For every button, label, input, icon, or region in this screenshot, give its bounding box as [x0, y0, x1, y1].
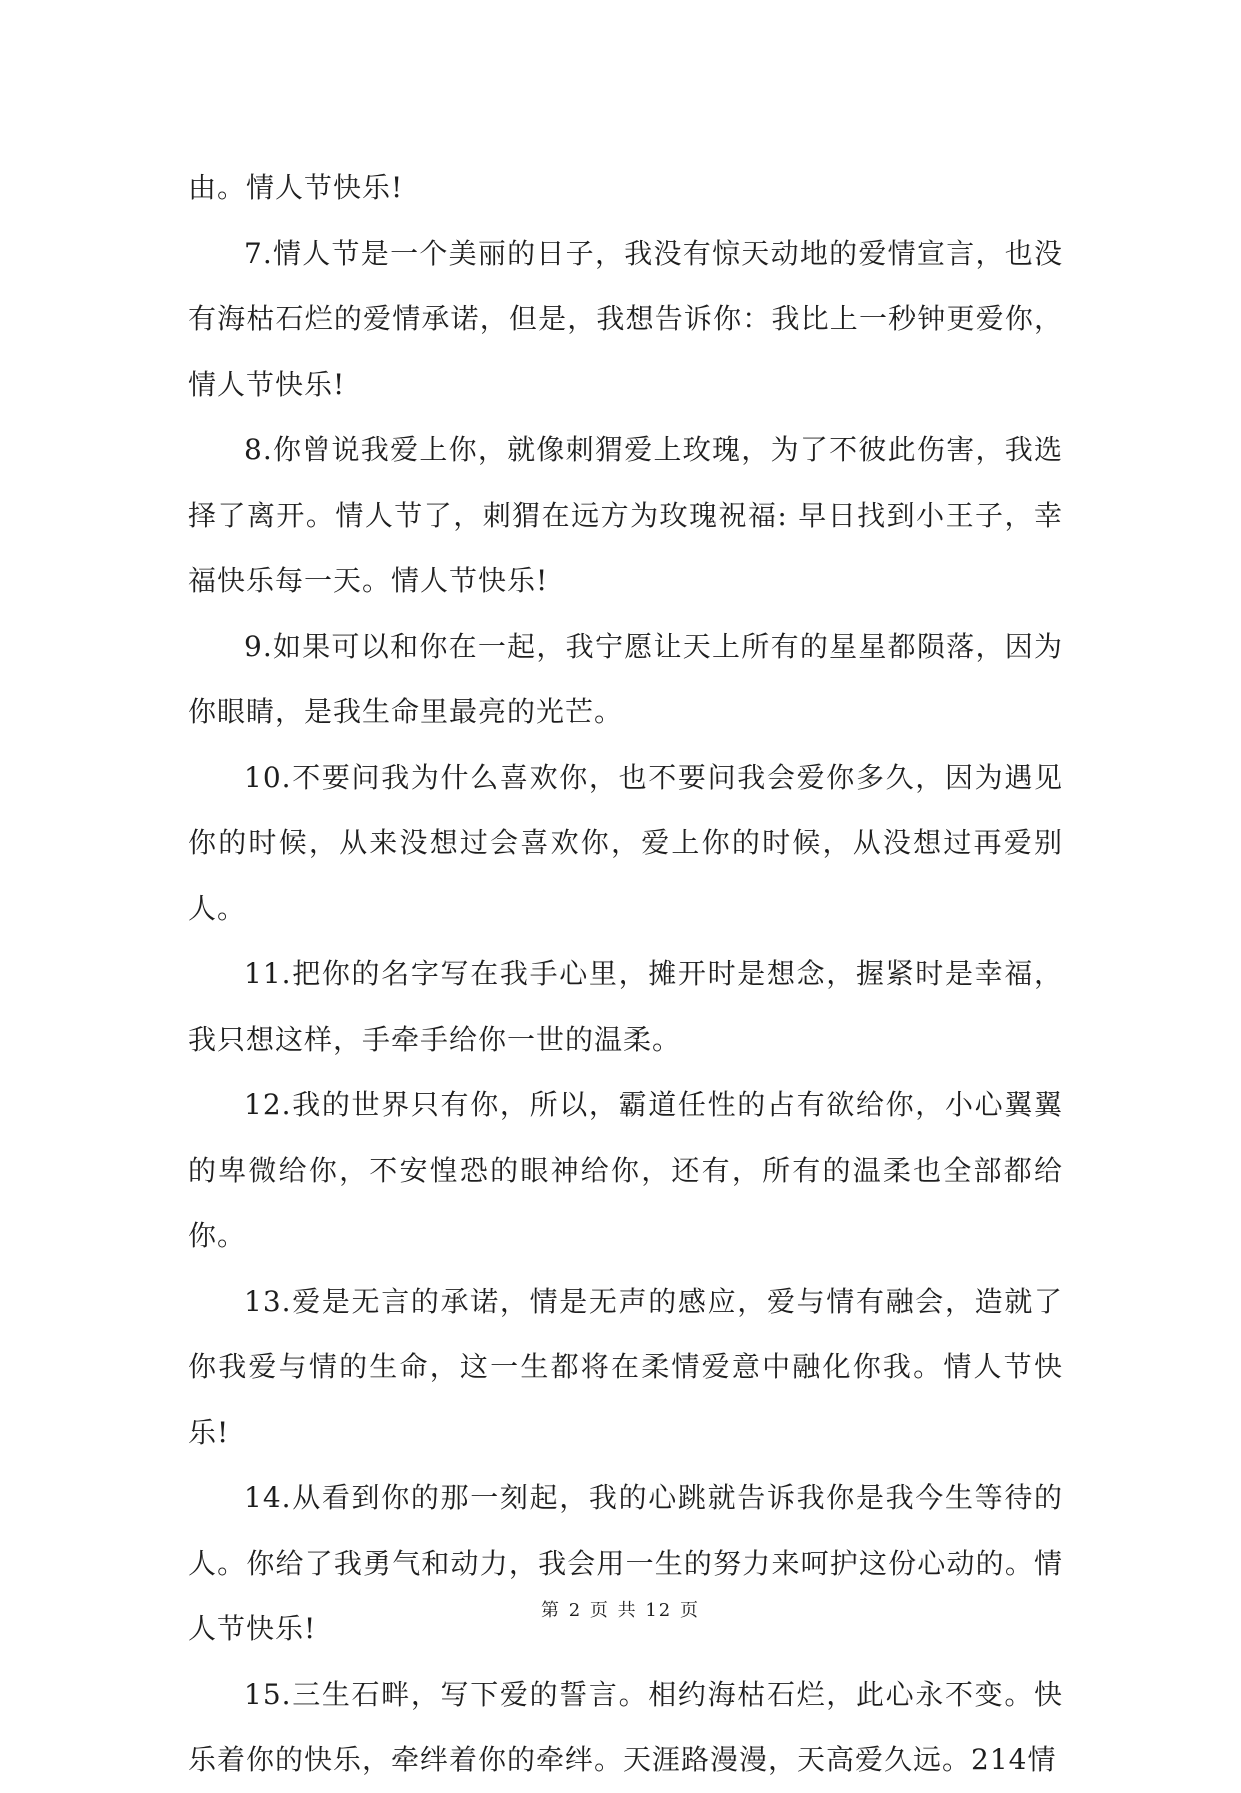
paragraph: 11.把你的名字写在我手心里，摊开时是想念，握紧时是幸福，我只想这样，手牵手给你一世的温柔。	[188, 957, 1063, 1056]
paragraph: 8.你曾说我爱上你，就像刺猬爱上玫瑰，为了不彼此伤害，我选择了离开。情人节了，刺猬在远方为玫瑰祝福: 早日找到小王子，幸福快乐每一天。情人节快乐!	[188, 433, 1063, 597]
paragraph: 12.我的世界只有你，所以，霸道任性的占有欲给你，小心翼翼的卑微给你，不安惶恐的眼神给你，还有，所有的温柔也全部都给你。	[188, 1088, 1063, 1252]
body-text	[188, 155, 1063, 1793]
paragraph: 15.三生石畔，写下爱的誓言。相约海枯石烂，此心永不变。快乐着你的快乐，牵绊着你的牵绊。天涯路漫漫，天高爱久远。214情	[188, 1677, 1063, 1776]
paragraph: 14.从看到你的那一刻起，我的心跳就告诉我你是我今生等待的人。你给了我勇气和动力，我会用一生的努力来呵护这份心动的。情人节快乐!	[188, 1481, 1063, 1645]
paragraph: 10.不要问我为什么喜欢你，也不要问我会爱你多久，因为遇见你的时候，从来没想过会喜欢你，爱上你的时候，从没想过再爱别人。	[188, 760, 1063, 925]
paragraph: 13.爱是无言的承诺，情是无声的感应，爱与情有融会，造就了你我爱与情的生命，这一生都将在柔情爱意中融化你我。情人节快乐!	[188, 1284, 1063, 1449]
paragraph: 7.情人节是一个美丽的日子，我没有惊天动地的爱情宣言，也没有海枯石烂的爱情承诺，但是，我想告诉你：我比上一秒钟更爱你，情人节快乐!	[188, 236, 1063, 401]
paragraph: 9.如果可以和你在一起，我宁愿让天上所有的星星都陨落，因为你眼睛，是我生命里最亮的光芒。	[188, 629, 1063, 728]
paragraph: 由。情人节快乐!	[188, 171, 404, 204]
page-footer: 第 2 页 共 12 页	[541, 1600, 700, 1621]
